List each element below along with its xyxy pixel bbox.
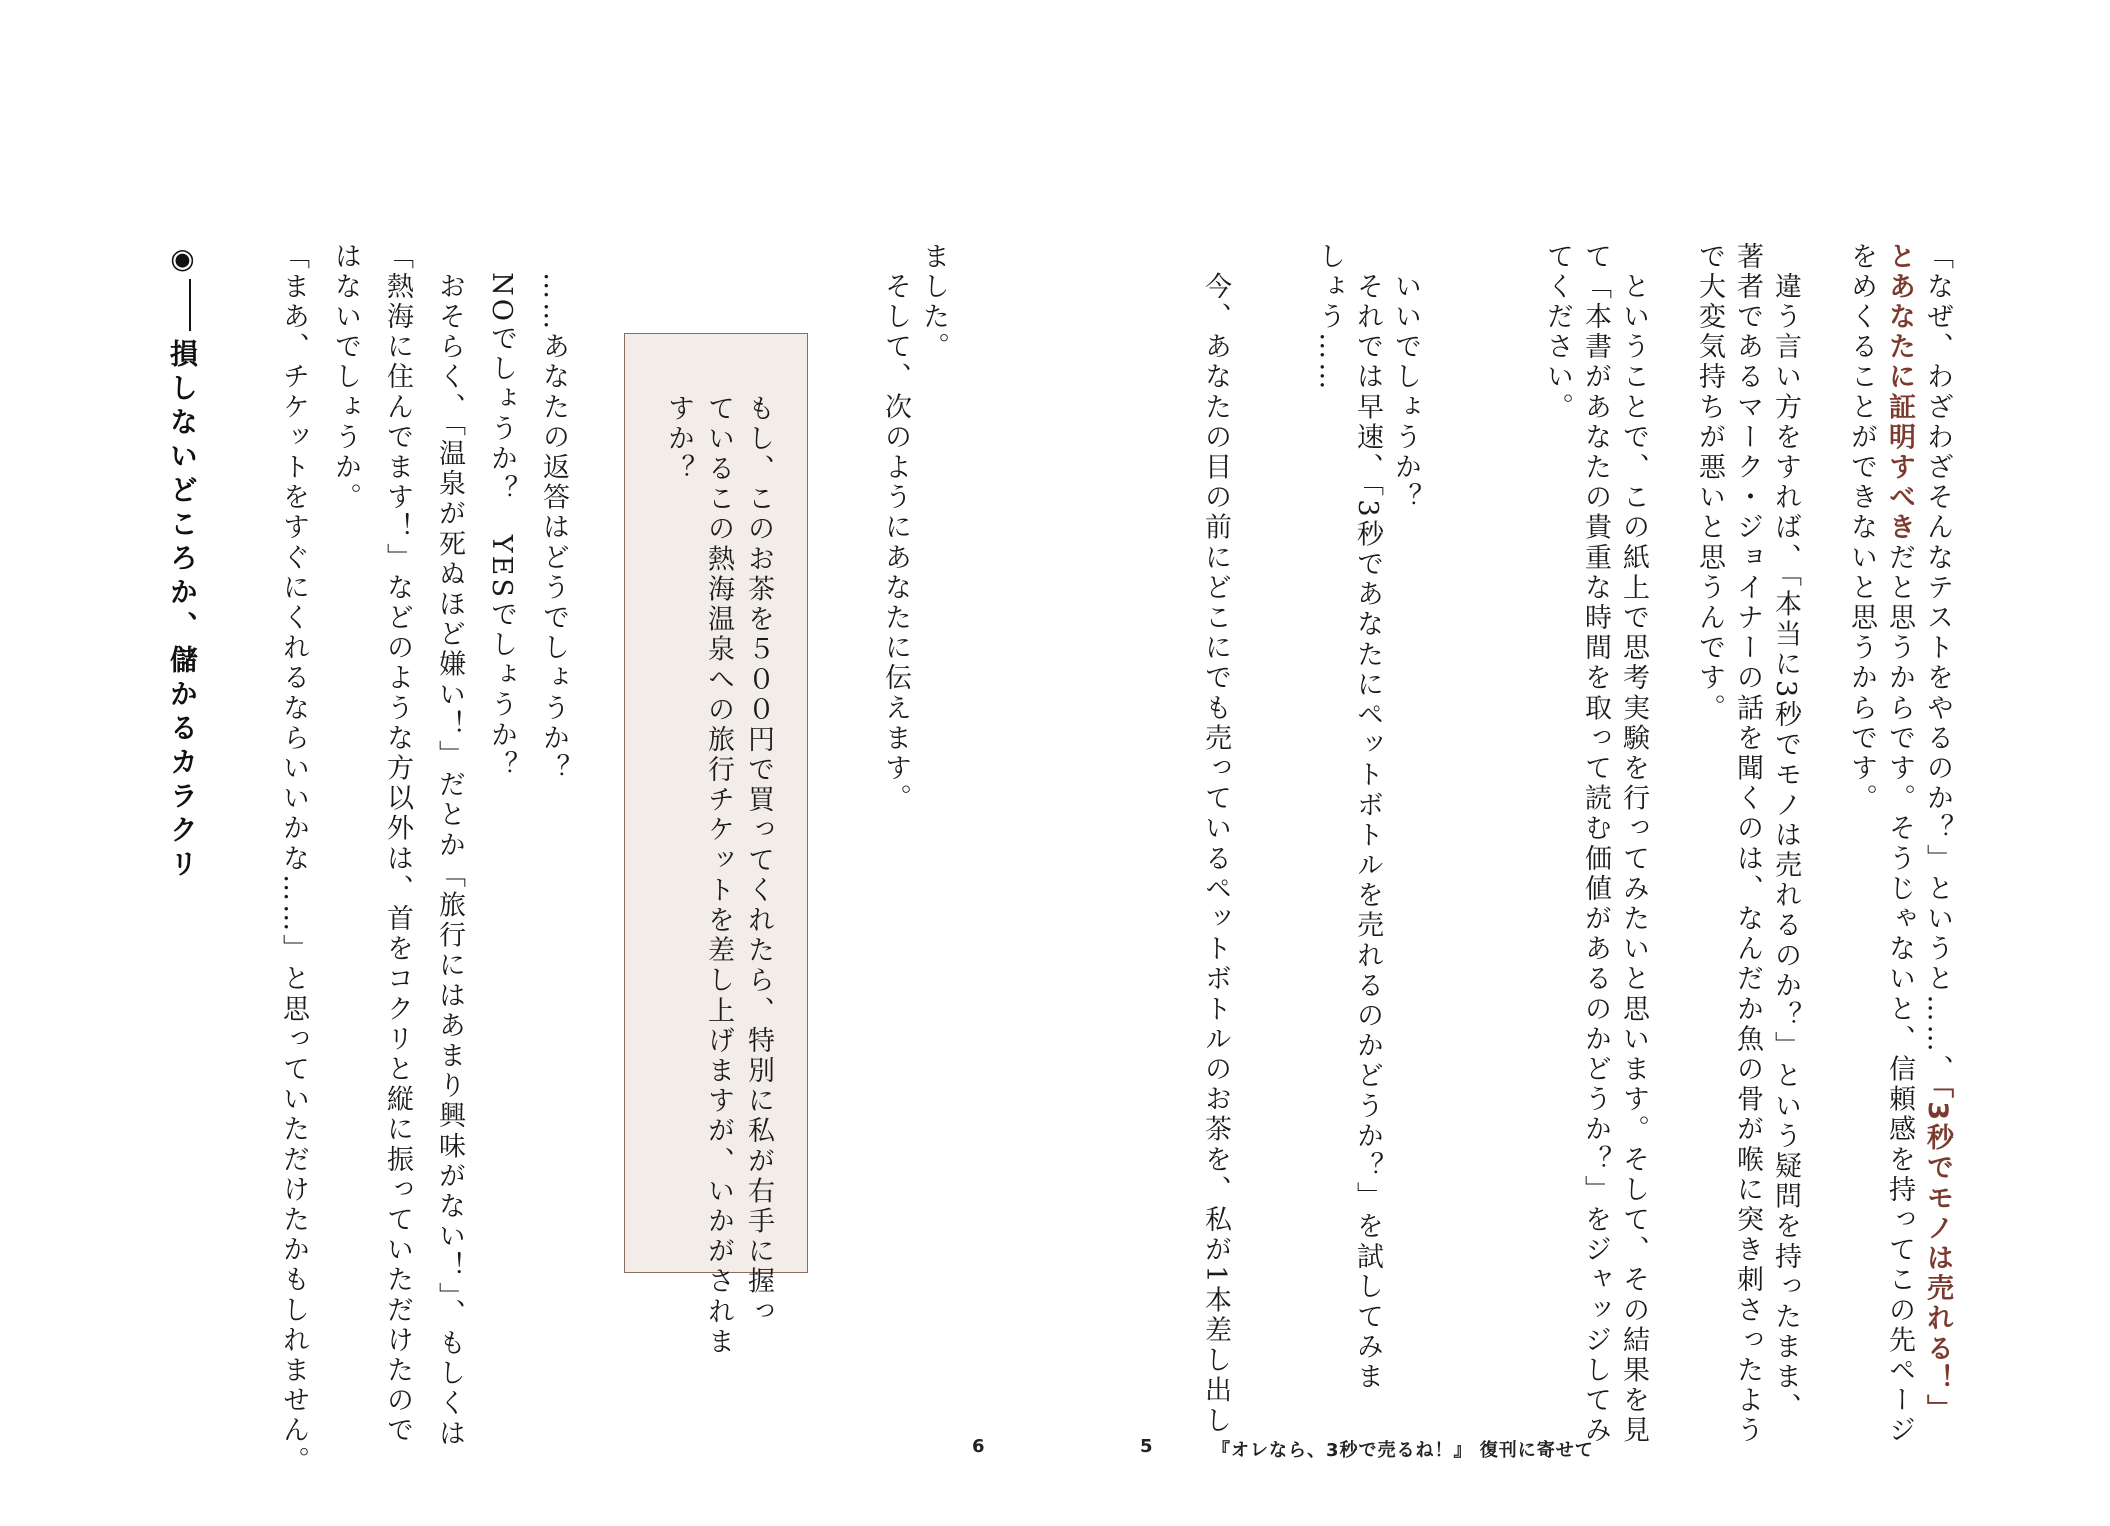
- text-col-r2: をめくることができないと思うからです。: [1846, 242, 1877, 814]
- text-col-r7: て「本書があなたの貴重な時間を取って読む価値があるのかどうか？」をジャッジしてみ: [1580, 242, 1611, 1446]
- text-col-r3: 違う言い方をすれば、「本当に3秒でモノは売れるのか？」という疑問を持ったまま、: [1770, 242, 1801, 1423]
- bullet-icon: ◉: [166, 242, 199, 275]
- text-col-r4: 著者であるマーク・ジョイナーの話を聞くのは、なんだか魚の骨が喉に突き刺さったよう: [1732, 242, 1763, 1446]
- highlight-text: とあなたに証明すべき: [1884, 242, 1915, 543]
- page-number-right: 5: [1140, 1436, 1154, 1457]
- text-col-l6: はないでしょうか。: [330, 242, 361, 513]
- text-col-r6: ということで、この紙上で思考実験を行ってみたいと思います。そして、その結果を見: [1618, 242, 1649, 1446]
- box-col-1: ているこの熱海温泉への旅行チケットを差し上げますが、いかがされま: [703, 394, 734, 1358]
- text-col-l4: おそらく、「温泉が死ぬほど嫌い！」だとか「旅行にはあまり興味がない！」、もしくは: [434, 242, 465, 1450]
- heading-rule: [189, 279, 191, 331]
- callout-box: [624, 333, 808, 1358]
- text-col-r14: 今、あなたの目の前にどこにでも売っているペットボトルのお茶を、私が1本差し出し: [1200, 242, 1231, 1437]
- text-col-r5: で大変気持ちが悪いと思うんです。: [1694, 242, 1725, 724]
- section-heading: [166, 242, 199, 883]
- box-col-2: すか？: [663, 394, 694, 485]
- text-col-r10: いいでしょうか？: [1390, 242, 1421, 513]
- text-col-r0: 「なぜ、わざわざそんなテストをやるのか？」というと……、「3秒でモノは売れる！」: [1922, 242, 1953, 1425]
- heading-text: 損しないどころか、儲かるカラクリ: [166, 339, 199, 883]
- text-col-r11: それでは早速、「3秒であなたにペットボトルを売れるのかどうか？」を試してみま: [1352, 242, 1383, 1393]
- text-col-l1: そして、次のようにあなたに伝えます。: [880, 242, 911, 814]
- text-col-l2: ……あなたの返答はどうでしょうか？: [538, 242, 569, 784]
- text-col-r1: とあなたに証明すべきだと思うからです。そうじゃないと、信頼感を持ってこの先ページ: [1884, 242, 1915, 1446]
- text-col-r12: しょう……: [1314, 242, 1345, 393]
- page-number-left: 6: [972, 1436, 986, 1457]
- text-col-l5: 「熱海に住んでます！」などのような方以外は、首をコクリと縦に振っていただけたので: [382, 242, 413, 1446]
- text-col-r8: てください。: [1542, 242, 1573, 423]
- running-title: 『オレなら、3秒で売るね！』 復刊に寄せて: [1212, 1440, 1594, 1461]
- text-col-l7: 「まあ、チケットをすぐにくれるならいいかな……」と思っていただけたかもしれません。: [278, 242, 309, 1477]
- highlight-text: 「3秒でモノは売れる！」: [1922, 1084, 1953, 1425]
- text-col-l3: NOでしょうか？ YESでしょうか？: [486, 242, 517, 781]
- box-col-0: もし、このお茶を５００円で買ってくれたら、特別に私が右手に握っ: [743, 394, 774, 1328]
- text-col-l0: ました。: [918, 242, 949, 363]
